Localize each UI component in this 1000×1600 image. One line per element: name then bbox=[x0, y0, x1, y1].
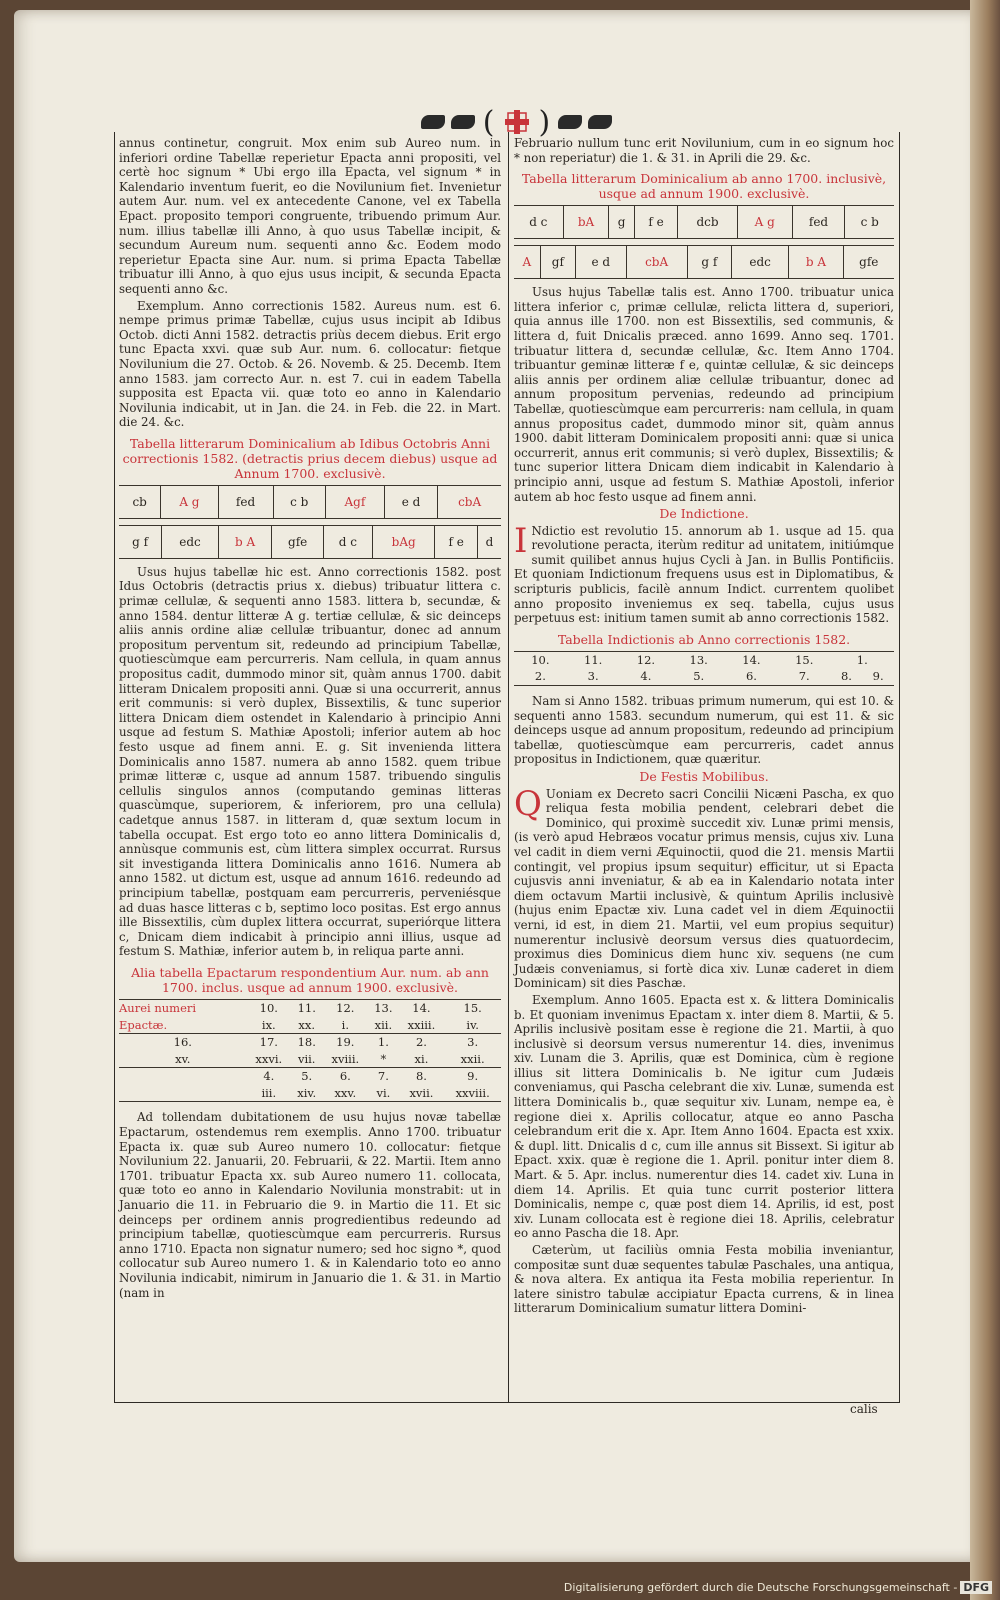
table-cell: 15. bbox=[444, 999, 501, 1016]
table-cell: xiv. bbox=[297, 1085, 317, 1100]
table-cell: * bbox=[380, 1051, 387, 1066]
table-row bbox=[514, 651, 894, 668]
table-cell: b A bbox=[789, 246, 843, 279]
table-cell: c b bbox=[273, 485, 325, 518]
section-heading-indictione: De Indictione. bbox=[659, 506, 749, 522]
table-cell: 2. bbox=[399, 1034, 445, 1051]
table-cell: 5. bbox=[693, 669, 705, 684]
book-spine bbox=[970, 0, 1000, 1600]
table-cell: bAg bbox=[372, 525, 435, 558]
table-cell: 12. bbox=[322, 999, 368, 1016]
table-row bbox=[119, 1051, 501, 1068]
aurei-label: Aurei numeri bbox=[119, 999, 247, 1016]
table-cell: 18. bbox=[291, 1034, 322, 1051]
fleuron-icon bbox=[421, 112, 475, 132]
table-cell: xvii. bbox=[409, 1085, 434, 1100]
table-cell: 8. bbox=[399, 1068, 445, 1085]
table-cell: fed bbox=[218, 485, 273, 518]
table-cell: gfe bbox=[843, 246, 894, 279]
table-cell: 7. bbox=[798, 669, 810, 684]
dfg-logo: DFG bbox=[960, 1581, 992, 1594]
table-row bbox=[514, 668, 894, 685]
table-cell: ix. bbox=[261, 1017, 276, 1032]
epactae-label: Epactæ. bbox=[119, 1017, 168, 1032]
epact-table-title: Alia tabella Epactarum respondentium Aur. num. ab ann 1700. inclus. usque ad annum 1900. exclusivè. bbox=[131, 964, 489, 995]
table-cell: 13. bbox=[672, 651, 725, 668]
right-paragraph-1: Februario nullum tunc erit Novilunium, cum in eo signum hoc * non reperiatur) die 1. & 31. in Aprili die 29. &c. bbox=[514, 136, 894, 165]
table-cell: d c bbox=[514, 206, 563, 239]
table-cell: c b bbox=[845, 206, 894, 239]
right-paragraph-4: Nam si Anno 1582. tribuas primum numerum, qui est 10. & sequenti anno 1583. secundum numerum, qui est 11. & sic deinceps usque ad annum propositum, redeundo ad principium tabellæ, quotiescùmque eam percurreris, cadet annus propositus in Indictionem, quæ quæritur. bbox=[514, 694, 894, 767]
right-paragraph-5 bbox=[514, 783, 894, 991]
table-cell: xxii. bbox=[460, 1051, 485, 1066]
table-cell: 14. bbox=[399, 999, 445, 1016]
section-heading-festis: De Festis Mobilibus. bbox=[639, 769, 769, 784]
left-column bbox=[119, 136, 501, 1302]
table-cell: 13. bbox=[368, 999, 398, 1016]
table-cell: 9. bbox=[444, 1068, 501, 1085]
table-cell: xxv. bbox=[334, 1085, 357, 1100]
table-row bbox=[514, 206, 894, 239]
table-row bbox=[119, 1034, 501, 1051]
left-paragraph-1: annus continetur, congruit. Mox enim sub Aureo num. in inferiori ordine Tabellæ reperietur Epacta anni propositi, vel certè hoc signum * Ubi ergo illa Epacta, vel signum * in Kalendario inventum fuerit, eo die Novilunium fiet. Invenietur autem Aur. num. vel ex antecedente Canone, vel ex Tabella Epact. proposito tempori congruente, tribuendo primum Aur. num. illius tabellæ illi Anno, à quo usus Tabellæ incipit, & secundum Aureum num. sequenti anno &c. Eodem modo reperietur Epacta sine Aur. num. si prima Epacta Tabellæ tribuatur illi Anno, à quo ejus usus incipit, & secunda Epacta sequenti anno &c. bbox=[119, 136, 501, 296]
table-cell: 1. bbox=[368, 1034, 398, 1051]
left-paragraph-2: Exemplum. Anno correctionis 1582. Aureus num. est 6. nempe primus primæ Tabellæ, cujus usus incipit ab Idibus Octob. dicti Anni 1582. detractis priùs decem diebus. Erit ergo tunc Epacta xxvi. quæ sub Aur. num. 6. collocatur: fietque Novilunium die 27. Octob. & 26. Novemb. & 25. Decemb. Item anno 1583. jam correcto Aur. n. est 7. cui in eadem Tabella supposita est Epacta vii. quæ toto eo anno in Kalendario Novilunia indicabit, ut in Jan. die 24. in Feb. die 22. in Mart. die 24. &c. bbox=[119, 298, 501, 430]
right-paragraph-7: Cæterùm, ut faciliùs omnia Festa mobilia inveniantur, compositæ sunt duæ sequentes tabulæ Paschales, una antiqua, & nova altera. Ex antiqua ita Festa mobilia reperientur. In latere sinistro tabulæ accipiatur Epacta currens, & in linea litterarum Dominicalium sumatur littera Domini- bbox=[514, 1243, 894, 1316]
drop-cap: Q bbox=[514, 783, 542, 824]
table-cell: g f bbox=[119, 525, 162, 558]
left-paragraph-4: Ad tollendam dubitationem de usu hujus novæ tabellæ Epactarum, ostendemus rem exemplis. Anno 1700. tribuatur Epacta ix. quæ sub Aureo numero 10. collocatur: fietque Novilunium 22. Januarii, 20. Februarii, & 22. Martii. Item anno 1701. tribuatur Epacta xx. sub Aureo numero 11. collocata, quæ toto eo anno in Kalendario Novilunia monstrabit: ut in Januario die 11. in Februario die 9. in Martio die 11. Et sic deinceps per ordinem annis progredientibus redeundo ad principium tabellæ, quotiescùmque eam percurreris. Rursus anno 1710. Epacta non signatur numero; sed hoc signo *, quod collocatur sub Aureo numero 1. & in Kalendario toto eo anno Novilunia indicabit, nimirum in Januario die 1. & 31. in Martio (nam in bbox=[119, 1110, 501, 1300]
table-cell: 4. bbox=[247, 1068, 291, 1085]
table-cell: 12. bbox=[620, 651, 673, 668]
page-header-ornament: ( ) bbox=[409, 102, 624, 142]
paragraph-text: Ndictio est revolutio 15. annorum ab 1. usque ad 15. qua revolutione peracta, iterùm reditur ad unitatem, initiúmque sumit quilibet annus hujus Cycli à Jan. in Bullis Pontificiis. Et quoniam Indictionum frequens usus est in Diplomatibus, & scripturis publicis, facilè annum Indict. currentem quolibet anno proposito inveniemus ex seq. tabella, cujus usus perpetuus est: initium tamen sumit ab anno correctionis 1582. bbox=[514, 523, 894, 626]
table-cell: iv. bbox=[466, 1017, 479, 1032]
table-cell: 10. bbox=[247, 999, 291, 1016]
table-cell: e d bbox=[576, 246, 627, 279]
paragraph-text: Uoniam ex Decreto sacri Concilii Nicæni Pascha, ex quo reliqua festa mobilia pendent, celebrari debet die Dominico, qui proximè succedit xiv. Lunæ primi mensis, (is verò apud Hebræos vocatur primus mensis, cujus xiv. Luna vel cadit in diem verni Æquinoctii, quod die 21. mensis Martii contingit, vel propius ipsum sequitur) efficitur, ut si Epacta cujusvis anni inveniatur, & ab ea in Kalendario notata inter diem octavum Martii inclusivè, & quintum Aprilis inclusivè (hujus enim Epactæ xiv. Luna cadet vel in diem Æquinoctii verni, id est, in diem 21. Martii, vel eum propius sequitur) numerentur inclusivè deorsum versus dies quatuordecim, proximus dies Dominicus diem hunc xiv. sequens (ne cum Judæis conveniamus, si fortè dica xiv. Lunæ caderet in diem Dominicam) sit dies Paschæ. bbox=[514, 786, 894, 991]
table-row bbox=[119, 1068, 501, 1085]
table-cell: 15. bbox=[778, 651, 831, 668]
table-cell: fed bbox=[792, 206, 845, 239]
table-cell: g bbox=[609, 206, 634, 239]
table-cell: Agf bbox=[325, 485, 384, 518]
drop-cap: I bbox=[514, 520, 528, 561]
table-cell: 4. bbox=[640, 669, 652, 684]
table-cell: 3. bbox=[444, 1034, 501, 1051]
table-cell: gfe bbox=[272, 525, 323, 558]
table-cell: 2. bbox=[534, 669, 546, 684]
table-cell: d bbox=[477, 525, 501, 558]
table-cell: xx. bbox=[298, 1017, 316, 1032]
table-cell: iii. bbox=[261, 1085, 277, 1100]
indiction-table bbox=[514, 651, 894, 688]
table-cell: xi. bbox=[414, 1051, 429, 1066]
table-cell: 11. bbox=[567, 651, 620, 668]
table-cell: edc bbox=[162, 525, 219, 558]
footer-text: Digitalisierung gefördert durch die Deutsche Forschungsgemeinschaft - bbox=[563, 1581, 958, 1594]
table-cell: xviii. bbox=[331, 1051, 360, 1066]
table-cell: cb bbox=[119, 485, 161, 518]
table-cell: vi. bbox=[376, 1085, 391, 1100]
table-row bbox=[514, 246, 894, 279]
table-row bbox=[119, 485, 501, 518]
dominical-table-2-row-2 bbox=[514, 245, 894, 279]
table-cell: edc bbox=[731, 246, 788, 279]
dominical-table-1-title: Tabella litterarum Dominicalium ab Idibus Octobris Anni correctionis 1582. (detractis prius decem diebus) usque ad Annum 1700. exclusivè. bbox=[122, 435, 498, 481]
table-cell: vii. bbox=[297, 1051, 316, 1066]
table-cell: 14. bbox=[725, 651, 778, 668]
table-cell: e d bbox=[384, 485, 437, 518]
table-cell: A g bbox=[161, 485, 218, 518]
table-cell: 16. bbox=[119, 1034, 247, 1051]
table-row bbox=[119, 999, 501, 1016]
table-cell: 10. bbox=[514, 651, 567, 668]
dominical-table-1-row-2 bbox=[119, 525, 501, 559]
table-cell: 9. bbox=[872, 669, 884, 684]
table-cell: xxvi. bbox=[255, 1051, 283, 1066]
table-cell: b A bbox=[218, 525, 272, 558]
table-cell: 6. bbox=[745, 669, 757, 684]
table-cell: A bbox=[514, 246, 540, 279]
table-cell: xxiii. bbox=[407, 1017, 436, 1032]
table-cell: 3. bbox=[587, 669, 599, 684]
indiction-table-title: Tabella Indictionis ab Anno correctionis 1582. bbox=[557, 631, 851, 647]
digitization-footer bbox=[564, 1581, 992, 1594]
table-cell: cbA bbox=[626, 246, 687, 279]
table-cell: 7. bbox=[368, 1068, 398, 1085]
catchword: calis bbox=[850, 1402, 878, 1416]
table-cell: 17. bbox=[247, 1034, 291, 1051]
table-cell: dcb bbox=[678, 206, 737, 239]
table-cell: 19. bbox=[322, 1034, 368, 1051]
table-cell: f e bbox=[634, 206, 678, 239]
table-cell: A g bbox=[737, 206, 792, 239]
table-cell: g f bbox=[687, 246, 731, 279]
right-paragraph-2: Usus hujus Tabellæ talis est. Anno 1700. tribuatur unica littera inferior c, primæ cellulæ, relicta littera d, superiori, quia annus ille 1700. non est Bissextilis, sed communis, & littera d, fuit Dnicalis præced. anno 1699. Anno seq. 1701. tribuatur littera d, secundæ cellulæ, &c. Item Anno 1704. tribuantur geminæ litteræ f e, quintæ cellulæ, & sic deinceps aliis annis per ordinem aliæ cellulæ tribuantur, donec ad annum propositum pervenias, redeundo ad principium Tabellæ, quotiescùmque eam percurreris: nam cellula, in quam annus propositus cadet, dummodo minor sit, quàm annus 1900. dabit litteram Dominicalem propositi anni: quæ si unica occurrerit, annus erit communis; si verò duplex, Bissextilis; & tunc superior littera Dnicam diem indicabit in Kalendario à principio anni, usque ad festum S. Mathiæ Apostoli, inferior autem ab hoc festo usque ad finem anni. bbox=[514, 285, 894, 504]
table-cell: 6. bbox=[322, 1068, 368, 1085]
table-cell: 8. bbox=[840, 669, 852, 684]
table-row bbox=[119, 1017, 501, 1034]
epact-table bbox=[119, 999, 501, 1105]
table-cell: 1. bbox=[831, 651, 894, 668]
dominical-table-1 bbox=[119, 485, 501, 519]
table-cell: bA bbox=[563, 206, 609, 239]
table-cell: i. bbox=[341, 1017, 349, 1032]
table-cell: xxviii. bbox=[455, 1085, 490, 1100]
table-cell: f e bbox=[435, 525, 477, 558]
table-cell: 11. bbox=[291, 999, 322, 1016]
table-cell: cbA bbox=[438, 485, 501, 518]
table-row bbox=[119, 1085, 501, 1102]
right-column bbox=[514, 136, 894, 1318]
table-cell: d c bbox=[323, 525, 372, 558]
dominical-table-2-title: Tabella litterarum Dominicalium ab anno 1700. inclusivè, usque ad annum 1900. exclusivè. bbox=[521, 171, 887, 202]
right-paragraph-6: Exemplum. Anno 1605. Epacta est x. & littera Dominicalis b. Et quoniam invenimus Epactam x. inter diem 8. Martii, & 5. Aprilis inclusivè positam esse è regione die 21. Martii, à quo inclusivè si deorsum versus numerentur 14. dies, invenimus xiv. Lunam die 3. Aprilis, quæ est Dominica, cùm è regione illius sit littera Dominicalis b. Ne igitur cum Judæis conveniamus, qui Pascha celebrant die xiv. Lunæ, sumenda est littera Dominicalis b., quæ sequitur xiv. Lunam, nempe ea, è regione diei x. Aprilis collocatur, atque eo anno Pascha celebrandum erit die x. Apr. Item Anno 1604. Epacta est xxix. & dupl. litt. Dnicalis d c, cum ille annus sit Bissext. Si igitur ab Epact. xxix. quæ è regione die 1. April. ponitur inter diem 8. Mart. & 5. Apr. inclus. numerentur dies 14. cadet xiv. Luna in diem 14. Aprilis. Et quia tunc currit posterior littera Dominicalis, nempe c, quæ post diem 14. Aprilis, id est, post xiv. Lunam collocata est è regione diei 18. Aprilis, celebratur eo anno Pascha die 18. Apr. bbox=[514, 992, 894, 1241]
table-row bbox=[119, 525, 501, 558]
column-divider bbox=[508, 132, 509, 1402]
table-cell: 5. bbox=[291, 1068, 322, 1085]
right-paragraph-3 bbox=[514, 520, 894, 626]
dominical-table-2 bbox=[514, 205, 894, 239]
left-paragraph-3: Usus hujus tabellæ hic est. Anno correctionis 1582. post Idus Octobris (detractis prius x. diebus) tribuatur littera c. primæ cellulæ, & sequenti anno 1583. littera b, secundæ, & anno 1584. dentur litteræ A g. tertiæ cellulæ, & sic deinceps aliis annis ordine aliæ cellulæ tribuantur, donec ad annum propositum perventum sit, redeundo ad principium Tabellæ, quotiescùmque eam percurreris. Nam cellula, in quam annus propositus cadit, dummodo minor sit, quàm annus 1700. dabit litteram Dnicalem propositi anni. Quæ si una occurrerit, annus erit communis: si verò duplex, Bissextilis, & tunc superior littera Dnicam diem ostendet in Kalendario à principio Anni usque ad festum S. Mathiæ Apostoli; inferior autem ab hoc festo usque ad finem anni. E. g. Sit invenienda littera Dominicalis anno 1587. numera ab anno 1582. quem tribue primæ litteræ c, usque ad annum 1587. tribuendo singulis cellulis singulos annos (computando geminas litteras quascùmque, superiorem, & inferiorem, pro una cellula) cadetque annus 1587. in litteram d, quæ sextum locum in tabella occupat. Est ergo toto eo anno littera Dominicalis d, annùsque communis est, cùm littera simplex occurrat. Rursus sit investiganda littera Dominicalis anno 1616. Numera ab anno 1582. ut dictum est, usque ad annum 1616. redeundo ad principium tabellæ, postquam eam percurreris, perveniésque ad duas hasce litteras c b, septimo loco positas. Est ergo annus ille Bissextilis, cùm duplex littera occurrat, superiórque littera c, Dnicam diem indicabit à principio anni illius, usque ad festum S. Mathiæ, inferior autem b, in reliqua parte anni. bbox=[119, 564, 501, 959]
table-cell: xv. bbox=[175, 1051, 191, 1066]
table-cell: gf bbox=[540, 246, 575, 279]
fleuron-icon bbox=[558, 112, 612, 132]
table-cell: xii. bbox=[374, 1017, 393, 1032]
